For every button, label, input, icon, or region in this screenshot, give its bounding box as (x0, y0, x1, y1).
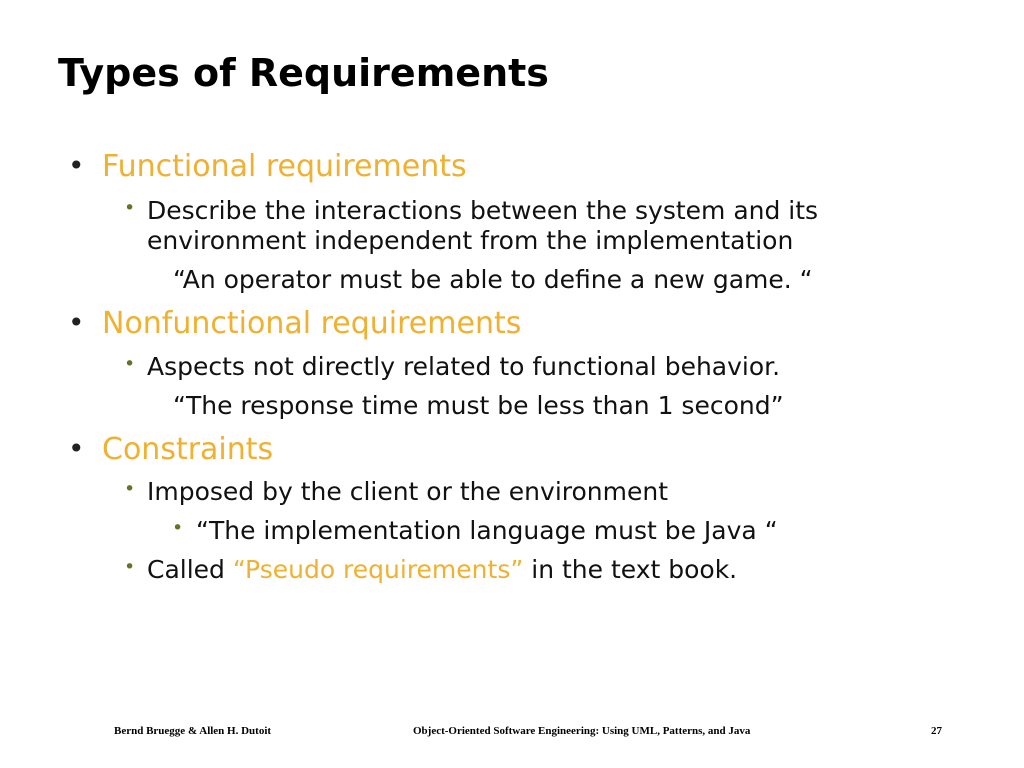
constraints-example: “The implementation language must be Java “ (196, 516, 778, 545)
functional-heading: Functional requirements (102, 149, 467, 184)
sub-sub-bullet-dot-icon: • (172, 517, 184, 539)
constraints-desc: Imposed by the client or the environment (147, 477, 669, 506)
footer-book-title: Object-Oriented Software Engineering: Using UML, Patterns, and Java (413, 725, 751, 737)
called-prefix: Called (147, 555, 233, 584)
functional-desc-line2: environment independent from the implementation (147, 226, 794, 255)
nonfunctional-example: “The response time must be less than 1 second” (173, 391, 784, 420)
sub-bullet-dot-icon: • (124, 478, 136, 500)
bullet-dot-icon: • (68, 306, 85, 339)
nonfunctional-desc: Aspects not directly related to functional behavior. (147, 352, 781, 381)
footer-page-number: 27 (931, 725, 942, 737)
sub-bullet-dot-icon: • (124, 353, 136, 375)
constraints-heading: Constraints (102, 432, 274, 467)
bullet-dot-icon: • (68, 432, 85, 465)
functional-example: “An operator must be able to define a new game. “ (173, 265, 813, 294)
bullet-dot-icon: • (68, 149, 85, 182)
sub-bullet-dot-icon: • (124, 197, 136, 219)
nonfunctional-heading: Nonfunctional requirements (102, 306, 522, 341)
functional-desc-line1: Describe the interactions between the system and its (147, 196, 819, 225)
called-highlight: “Pseudo requirements” (232, 555, 524, 584)
constraints-called (147, 555, 737, 585)
sub-bullet-dot-icon: • (124, 556, 136, 578)
slide-title: Types of Requirements (58, 51, 549, 95)
called-suffix: in the text book. (523, 555, 738, 584)
footer-authors: Bernd Bruegge & Allen H. Dutoit (114, 725, 272, 737)
